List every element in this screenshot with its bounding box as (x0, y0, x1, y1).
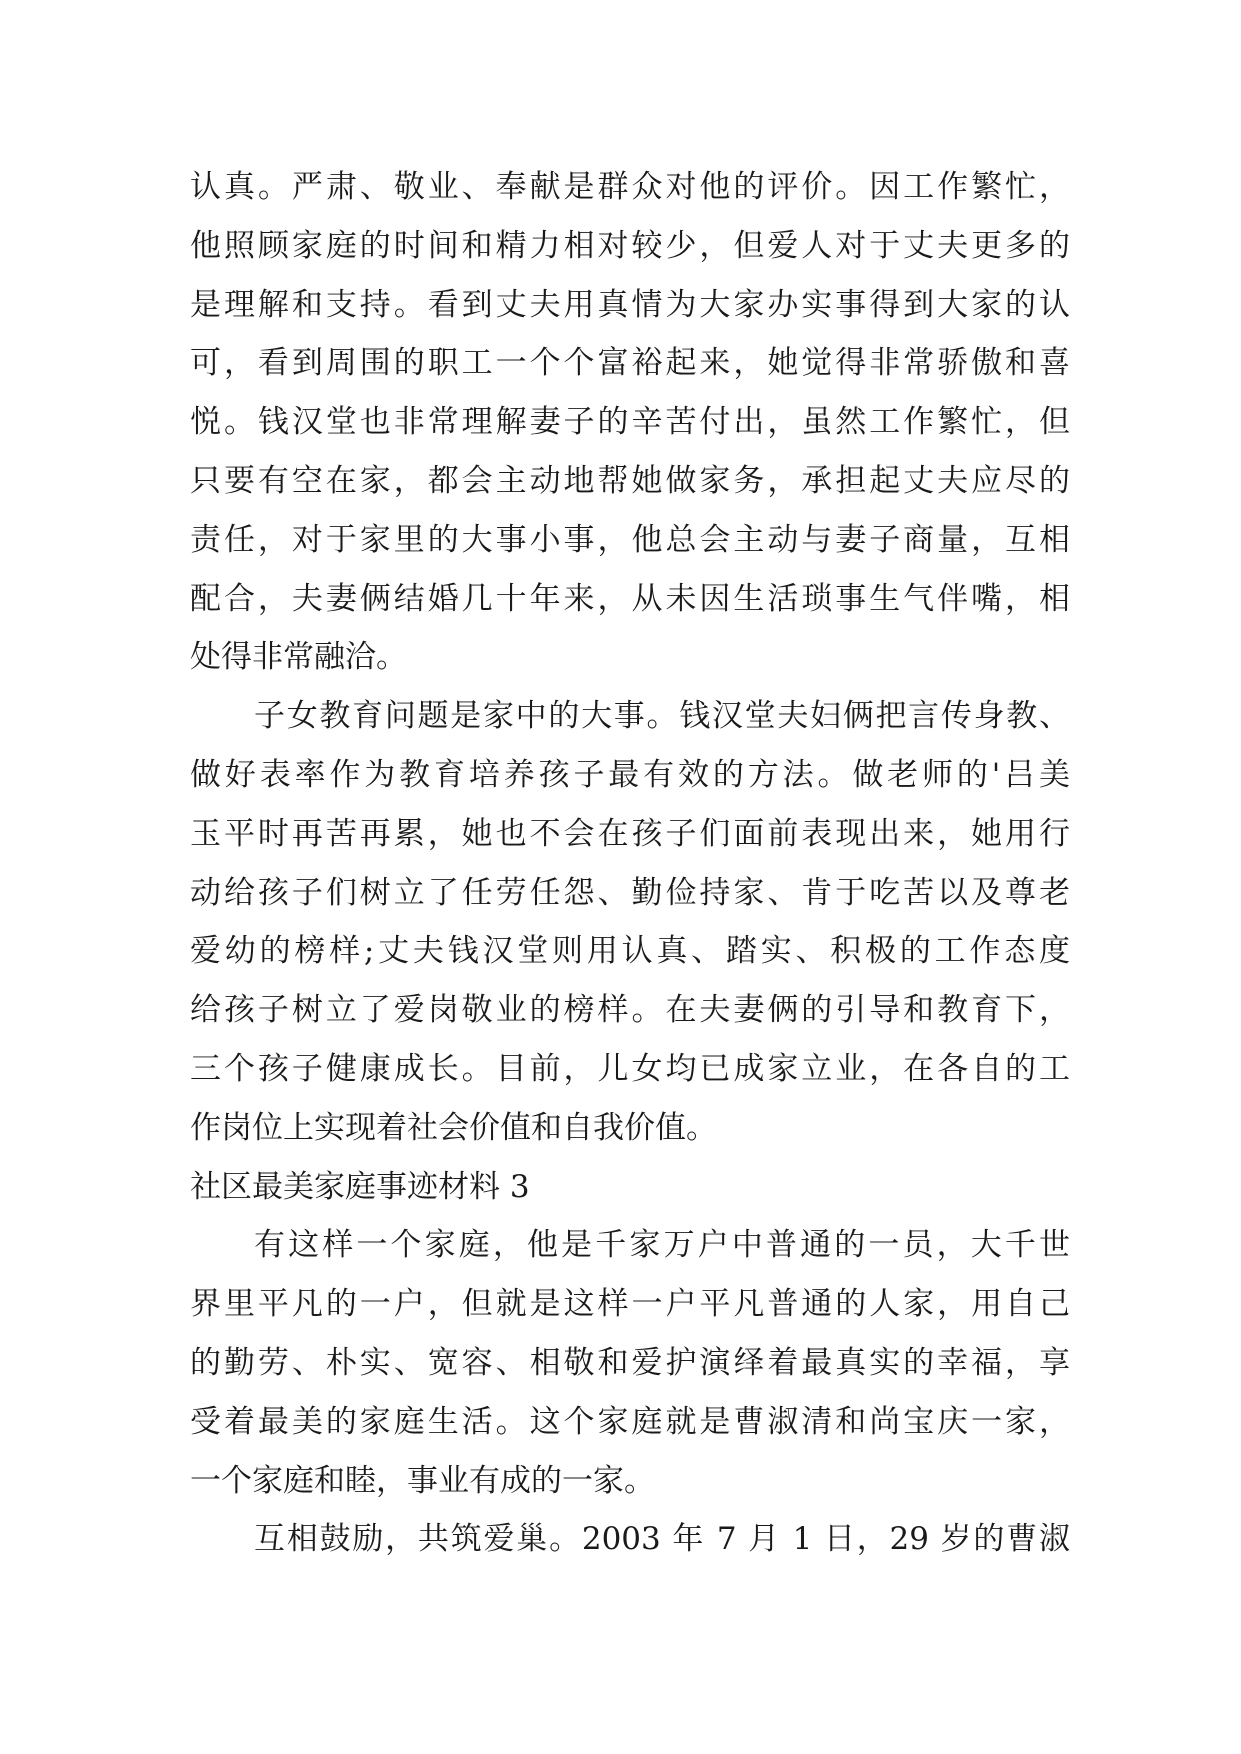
paragraph (190, 1216, 1070, 1510)
text-line: 他照顾家庭的时间和精力相对较少，但爱人对于丈夫更多的 (190, 227, 1070, 264)
text-line: 互相鼓励，共筑爱巢。2003 年 7 月 1 日，29 岁的曹淑 (254, 1521, 1070, 1558)
text-line: 认真。严肃、敬业、奉献是群众对他的评价。因工作繁忙， (190, 169, 1070, 205)
document-body (190, 158, 1070, 1569)
text-line: 玉平时再苦再累，她也不会在孩子们面前表现出来，她用行 (190, 815, 1070, 852)
text-line: 只要有空在家，都会主动地帮她做家务，承担起丈夫应尽的 (190, 462, 1070, 499)
section-heading: 社区最美家庭事迹材料 3 (190, 1168, 530, 1205)
text-line: 受着最美的家庭生活。这个家庭就是曹淑清和尚宝庆一家， (190, 1403, 1070, 1440)
text-line: 爱幼的榜样;丈夫钱汉堂则用认真、踏实、积极的工作态度 (190, 933, 1070, 970)
text-line: 是理解和支持。看到丈夫用真情为大家办实事得到大家的认 (190, 286, 1070, 323)
text-line: 界里平凡的一户，但就是这样一户平凡普通的人家，用自己 (190, 1286, 1070, 1323)
text-line: 给孩子树立了爱岗敬业的榜样。在夫妻俩的引导和教育下， (190, 992, 1070, 1029)
text-line: 动给孩子们树立了任劳任怨、勤俭持家、肯于吃苦以及尊老 (190, 874, 1070, 911)
paragraph (190, 158, 1070, 687)
text-line: 配合，夫妻俩结婚几十年来，从未因生活琐事生气伴嘴，相 (190, 580, 1070, 617)
text-line: 做好表率作为教育培养孩子最有效的方法。做老师的'吕美 (190, 756, 1070, 793)
text-line: 可，看到周围的职工一个个富裕起来，她觉得非常骄傲和喜 (190, 345, 1070, 382)
text-line: 一个家庭和睦，事业有成的一家。 (190, 1462, 655, 1499)
paragraph (190, 1510, 1070, 1569)
text-line: 有这样一个家庭，他是千家万户中普通的一员，大千世 (254, 1227, 1070, 1264)
text-line: 子女教育问题是家中的大事。钱汉堂夫妇俩把言传身教、 (254, 698, 1070, 735)
paragraph (190, 687, 1070, 1157)
text-line: 责任，对于家里的大事小事，他总会主动与妻子商量，互相 (190, 521, 1070, 558)
text-line: 处得非常融洽。 (190, 639, 407, 676)
text-line: 作岗位上实现着社会价值和自我价值。 (190, 1109, 717, 1146)
text-line: 的勤劳、朴实、宽容、相敬和爱护演绎着最真实的幸福，享 (190, 1344, 1070, 1381)
text-line: 三个孩子健康成长。目前，儿女均已成家立业，在各自的工 (190, 1050, 1070, 1087)
text-line: 悦。钱汉堂也非常理解妻子的辛苦付出，虽然工作繁忙，但 (190, 404, 1070, 441)
